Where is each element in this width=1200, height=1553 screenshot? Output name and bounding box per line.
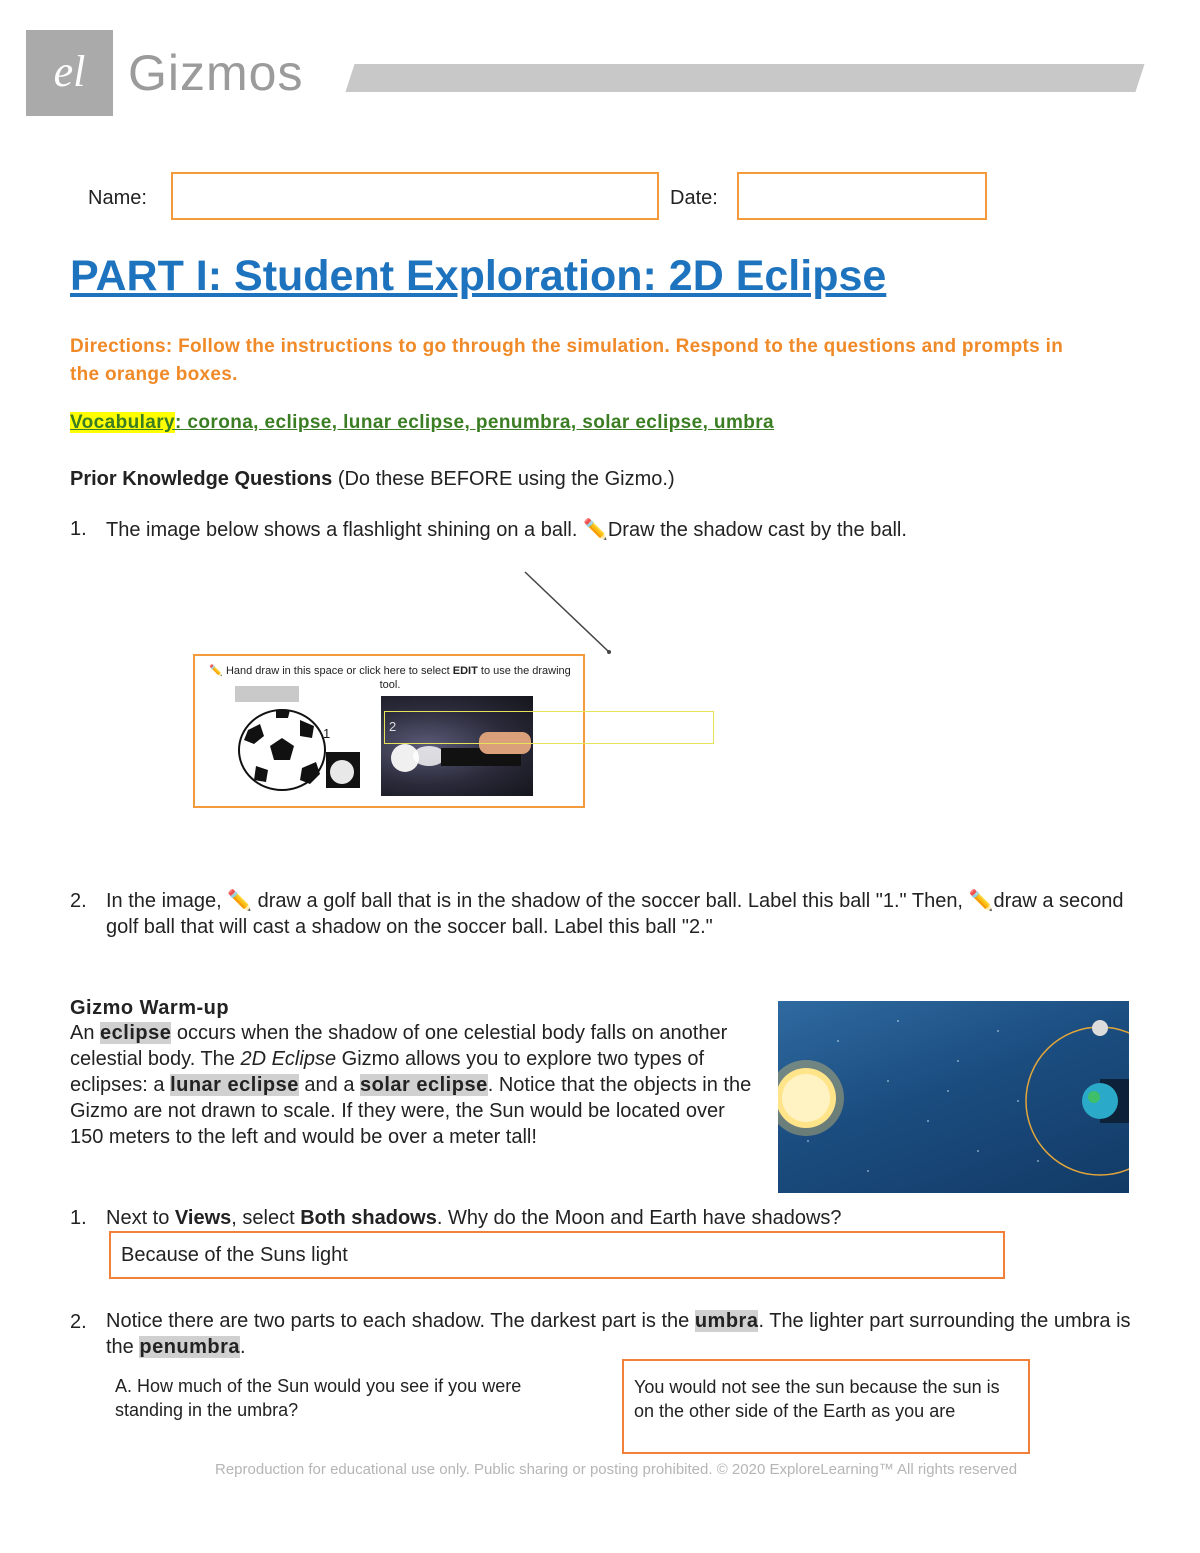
q1-views: Views (174, 1207, 232, 1229)
footer-copyright: Reproduction for educational use only. Public sharing or posting prohibited. © 2020 ExploreLearning™ All rights reserved (215, 1461, 1018, 1478)
warmup-text-d: and a (298, 1074, 361, 1096)
explorelearning-logo: el (26, 30, 113, 116)
term-solar-eclipse: solar eclipse (360, 1074, 488, 1096)
warmup-text-a: An (70, 1022, 101, 1044)
q1-answer-box[interactable]: Because of the Suns light (109, 1231, 1005, 1279)
warmup-text-e: . Notice that the objects in the Gizmo are not drawn to scale. If they were, the Sun would be located over 150 meters to the left and would be over a meter tall! (70, 1074, 752, 1148)
q2-text (106, 1308, 1136, 1360)
prior-heading-note: (Do these BEFORE using the Gizmo.) (332, 468, 675, 490)
term-lunar-eclipse: lunar eclipse (170, 1074, 299, 1096)
text-box-2[interactable] (384, 711, 714, 744)
warmup-heading: Gizmo Warm-up (70, 997, 230, 1019)
name-field[interactable] (171, 172, 659, 220)
gizmos-brand: Gizmos (128, 45, 304, 101)
vocabulary-terms: : corona, eclipse, lunar eclipse, penumbra, solar eclipse, umbra (175, 412, 774, 433)
edit-button[interactable] (235, 686, 299, 702)
q2-text-c: . (240, 1336, 246, 1358)
q2-text-a: Notice there are two parts to each shadow. The darkest part is the (106, 1310, 695, 1332)
term-penumbra: penumbra (139, 1336, 241, 1358)
drawing-hint-edit: EDIT (452, 665, 478, 677)
header-bar (345, 64, 1144, 92)
q1-both-shadows: Both shadows (300, 1207, 437, 1229)
vocabulary-line (70, 412, 774, 434)
q1-text-b: , select (231, 1207, 301, 1229)
prior-heading-bold: Prior Knowledge Questions (70, 468, 333, 490)
drawn-line (520, 568, 620, 660)
drawing-hint-post: to use the drawing tool. (379, 665, 571, 691)
date-label: Date: (670, 187, 718, 209)
warmup-paragraph (70, 1020, 760, 1150)
term-eclipse: eclipse (100, 1022, 172, 1044)
name-label: Name: (88, 187, 147, 209)
warmup-text-c: Gizmo allows you to explore two types of eclipses: a (70, 1048, 705, 1096)
eclipse-scene (778, 1001, 1129, 1193)
q2-number: 2. (70, 1311, 87, 1333)
q2a-text: A. How much of the Sun would you see if you were standing in the umbra? (115, 1376, 522, 1420)
prior-q2-text: In the image, ✏️ draw a golf ball that is in the shadow of the soccer ball. Label this ball "1." Then, ✏️draw a second golf ball that will cast a shadow on the soccer ball. Label this ball "2." (106, 890, 1124, 938)
label-1: 1 (323, 726, 331, 741)
q1-number: 1. (70, 1207, 87, 1229)
prior-knowledge-heading (70, 466, 675, 492)
q1-text-a: Next to (106, 1207, 175, 1229)
prior-q2-number: 2. (70, 890, 87, 912)
q1-text (106, 1205, 842, 1231)
prior-q1-text: The image below shows a flashlight shining on a ball. ✏️Draw the shadow cast by the ball. (106, 519, 907, 541)
soccer-ball-icon (236, 708, 331, 792)
drawing-hint-pre: ✏️ Hand draw in this space or click here to select (209, 665, 453, 677)
term-umbra: umbra (694, 1310, 759, 1332)
warmup-text-b: occurs when the shadow of one celestial body falls on another celestial body. The (70, 1022, 728, 1070)
golf-ball-icon (327, 755, 359, 787)
q1-text-c: . Why do the Moon and Earth have shadows? (436, 1207, 842, 1229)
gizmo-name: 2D Eclipse (240, 1048, 337, 1070)
directions-text: Directions: Follow the instructions to go through the simulation. Respond to the questions and prompts in the orange boxes. (70, 336, 1064, 385)
q2-text-b: . The lighter part surrounding the umbra is the (106, 1310, 1131, 1358)
prior-q1-number: 1. (70, 518, 87, 540)
page-title: PART I: Student Exploration: 2D Eclipse (70, 252, 887, 300)
vocabulary-label: Vocabulary (70, 412, 176, 433)
label-2: 2 (389, 719, 397, 734)
q2a-answer-box[interactable]: You would not see the sun because the sun is on the other side of the Earth as you are (622, 1359, 1030, 1454)
gizmo-screenshot (778, 1001, 1129, 1193)
date-field[interactable] (737, 172, 987, 220)
